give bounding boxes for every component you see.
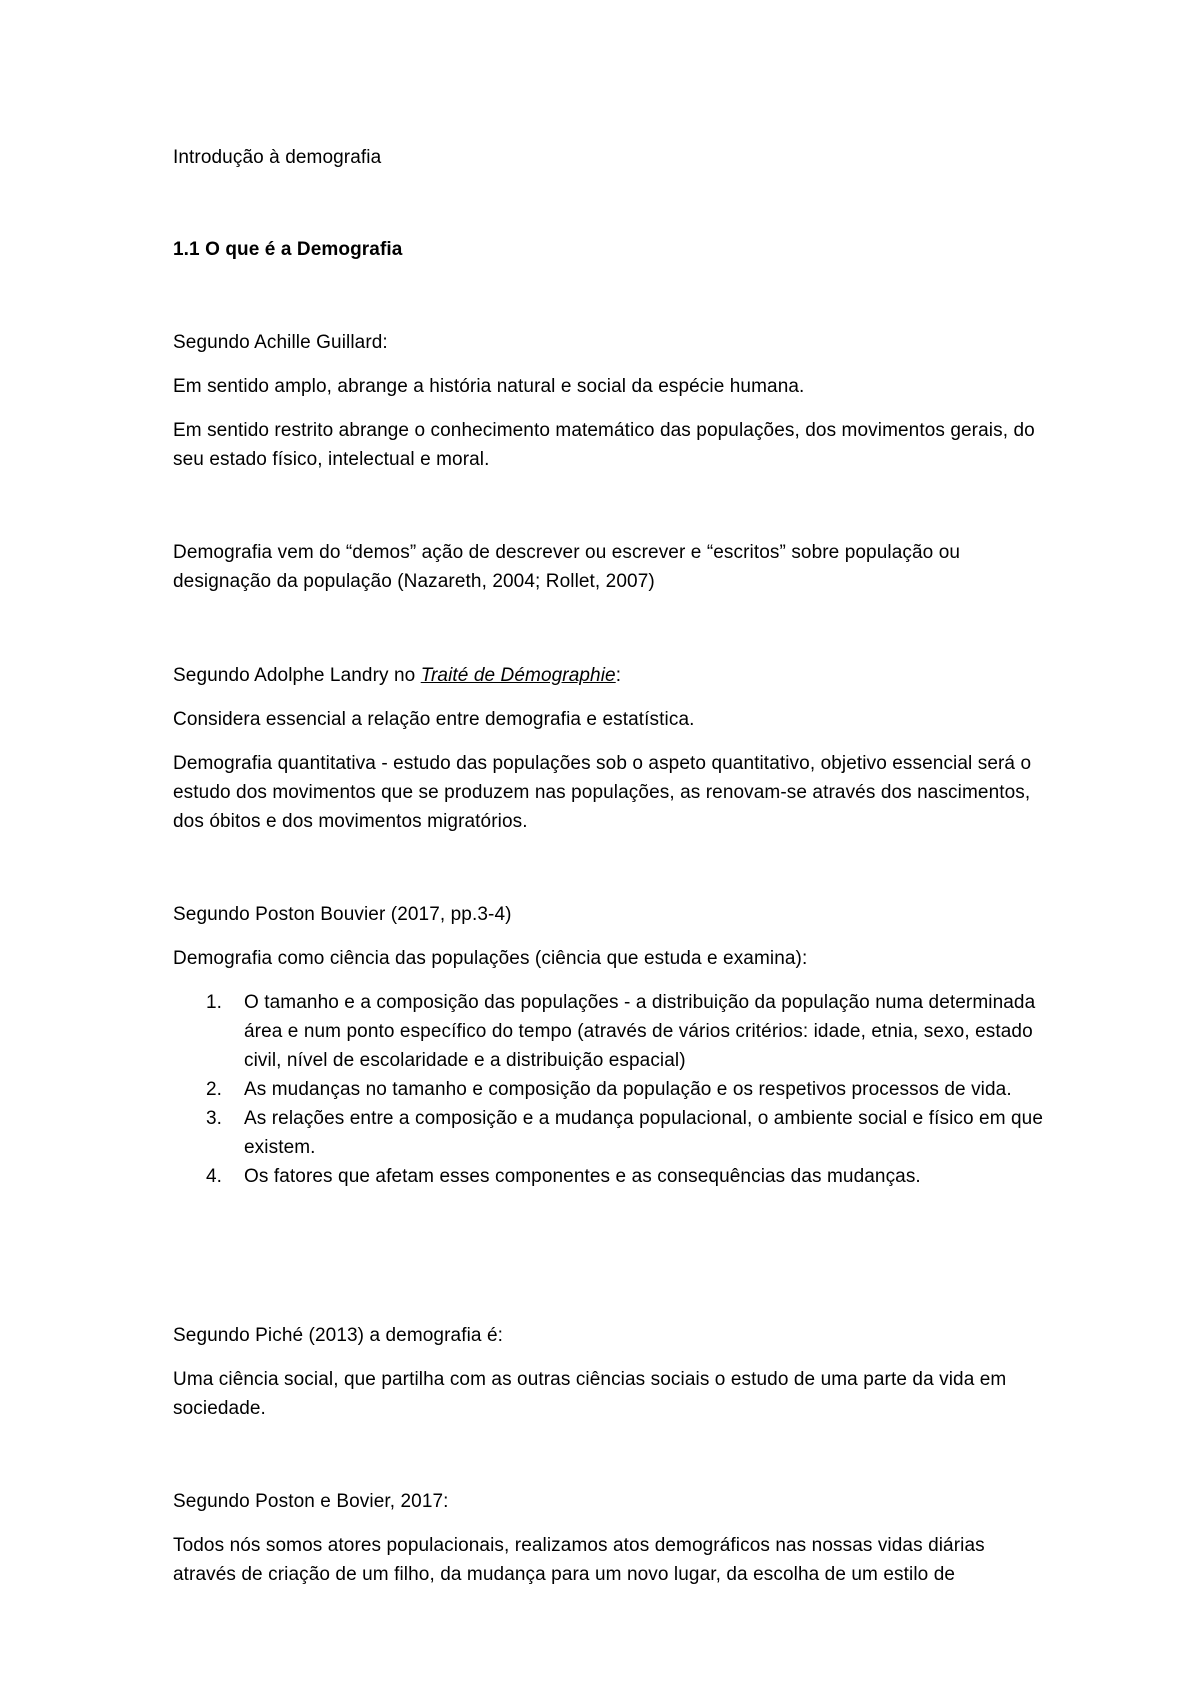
guillard-intro: Segundo Achille Guillard: xyxy=(173,332,388,353)
landry-intro xyxy=(173,661,1053,690)
list-item-text: Os fatores que afetam esses componentes e as consequências das mudanças. xyxy=(244,1166,921,1187)
list-item-number: 1. xyxy=(206,992,223,1013)
list-item-number: 4. xyxy=(206,1166,223,1187)
poston-bovier-paragraph: Todos nós somos atores populacionais, realizamos atos demográficos nas nossas vidas diárias através de criação de um filho, da mudança para um novo lugar, da escolha de um estilo de xyxy=(173,1535,985,1585)
section-heading: 1.1 O que é a Demografia xyxy=(173,239,403,260)
poston-bouvier-lead: Demografia como ciência das populações (ciência que estuda e examina): xyxy=(173,948,808,969)
poston-bouvier-intro: Segundo Poston Bouvier (2017, pp.3-4) xyxy=(173,904,512,925)
etymology-paragraph: Demografia vem do “demos” ação de descrever ou escrever e “escritos” sobre população ou designação da população (Nazareth, 2004; Rollet, 2007) xyxy=(173,542,961,592)
guillard-paragraph-2: Em sentido restrito abrange o conhecimento matemático das populações, dos movimentos gerais, do seu estado físico, intelectual e moral. xyxy=(173,420,1035,470)
guillard-paragraph-1: Em sentido amplo, abrange a história natural e social da espécie humana. xyxy=(173,376,805,397)
list-item-number: 2. xyxy=(206,1079,223,1100)
list-item xyxy=(173,988,1053,1075)
list-item-number: 3. xyxy=(206,1108,223,1129)
landry-paragraph-1: Considera essencial a relação entre demografia e estatística. xyxy=(173,709,695,730)
list-item-text: As mudanças no tamanho e composição da população e os respetivos processos de vida. xyxy=(244,1079,1012,1100)
landry-intro-colon: : xyxy=(615,665,622,686)
list-item xyxy=(173,1075,1053,1104)
landry-paragraph-2: Demografia quantitativa - estudo das populações sob o aspeto quantitativo, objetivo essencial será o estudo dos movimentos que se produzem nas populações, as renovam-se através dos nascimentos, dos óbitos e dos movimentos migratórios. xyxy=(173,753,1032,832)
book-title: Traité de Démographie xyxy=(420,665,616,686)
list-item xyxy=(173,1162,1053,1191)
piche-paragraph: Uma ciência social, que partilha com as outras ciências sociais o estudo de uma parte da vida em sociedade. xyxy=(173,1369,1007,1419)
landry-intro-text: Segundo Adolphe Landry no xyxy=(173,665,421,686)
document-title: Introdução à demografia xyxy=(173,147,382,168)
numbered-list xyxy=(173,988,1053,1191)
poston-bovier-intro: Segundo Poston e Bovier, 2017: xyxy=(173,1491,449,1512)
list-item-text: O tamanho e a composição das populações - a distribuição da população numa determinada área e num ponto específico do tempo (através de vários critérios: idade, etnia, sexo, estado civil, nível de escolaridade e a distribuição espacial) xyxy=(244,992,1036,1071)
piche-intro: Segundo Piché (2013) a demografia é: xyxy=(173,1325,503,1346)
list-item-text: As relações entre a composição e a mudança populacional, o ambiente social e físico em que existem. xyxy=(244,1108,1044,1158)
list-item xyxy=(173,1104,1053,1162)
